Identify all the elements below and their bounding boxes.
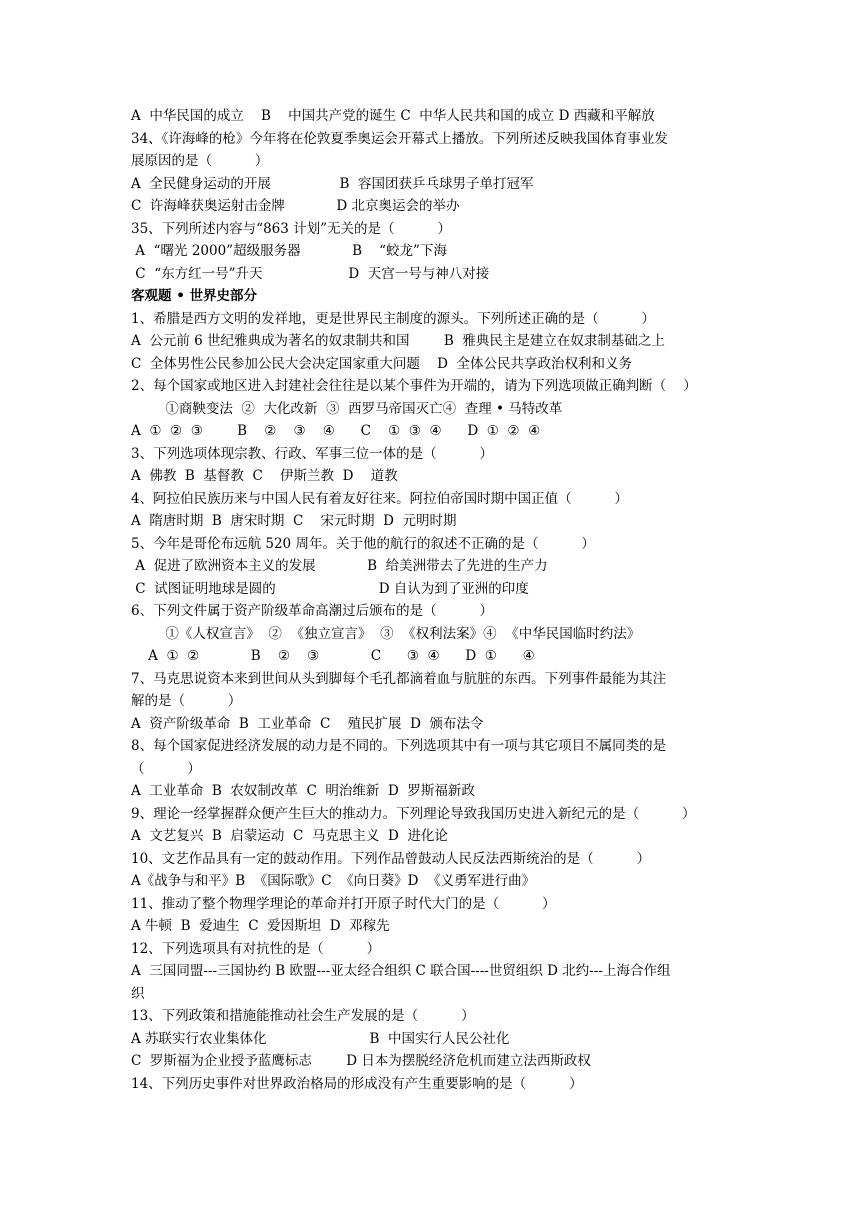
text-line: A 文艺复兴 B 启蒙运动 C 马克思主义 D 进化论 — [131, 828, 448, 844]
text-line: C “东方红一号”升天 D 天宫一号与神八对接 — [131, 265, 490, 282]
text-line: 8、每个国家促进经济发展的动力是不同的。下列选项其中有一项与其它项目不属同类的是 — [131, 738, 667, 754]
text-line: 3、下列选项体现宗教、行政、军事三位一体的是（ ） — [131, 445, 494, 462]
text-line: 14、下列历史事件对世界政治格局的形成没有产生重要影响的是（ ） — [131, 1075, 583, 1092]
exam-page — [131, 105, 731, 1095]
text-line: C 许海峰获奥运射击金牌 D 北京奥运会的举办 — [131, 198, 460, 214]
text-line: A 促进了欧洲资本主义的发展 B 给美洲带去了先进的生产力 — [131, 558, 548, 574]
text-line: 5、今年是哥伦布远航 520 周年。关于他的航行的叙述不正确的是（ ） — [131, 535, 595, 552]
text-line: C 试图证明地球是圆的 D 自认为到了亚洲的印度 — [131, 580, 529, 597]
text-line: A 牛顿 B 爱迪生 C 爱因斯坦 D 邓稼先 — [131, 918, 390, 934]
text-line: A 隋唐时期 B 唐宋时期 C 宋元时期 D 元明时期 — [131, 513, 457, 529]
text-line: 12、下列选项具有对抗性的是（ ） — [131, 940, 381, 957]
text-line: （ ） — [131, 760, 201, 777]
text-line: 1、希腊是西方文明的发祥地，更是世界民主制度的源头。下列所述正确的是（ ） — [131, 310, 656, 327]
text-line: 9、理论一经掌握群众便产生巨大的推动力。下列理论导致我国历史进入新纪元的是（ ） — [131, 805, 696, 822]
text-line: C 罗斯福为企业授予蓝鹰标志 D 日本为摆脱经济危机而建立法西斯政权 — [131, 1053, 591, 1069]
text-line: 10、文艺作品具有一定的鼓动作用。下列作品曾鼓动人民反法西斯统治的是（ ） — [131, 850, 651, 867]
text-line: 11、推动了整个物理学理论的革命并打开原子时代大门的是（ ） — [131, 895, 556, 912]
text-line: C 全体男性公民参加公民大会决定国家重大问题 D 全体公民共享政治权利和义务 — [131, 355, 632, 372]
section-heading: 客观题 • 世界史部分 — [131, 288, 258, 304]
text-line: 2、每个国家或地区进入封建社会往往是以某个事件为开端的，请为下列选项做正确判断（ ） — [131, 378, 697, 394]
text-line: ①《人权宣言》 ② 《独立宣言》 ③ 《权利法案》④ 《中华民国临时约法》 — [131, 625, 641, 642]
text-line: 织 — [131, 985, 145, 1002]
text-line: 4、阿拉伯民族历来与中国人民有着友好往来。阿拉伯帝国时期中国正值（ ） — [131, 490, 629, 507]
text-line: A《战争与和平》B 《国际歌》C 《向日葵》D 《义勇军进行曲》 — [131, 873, 536, 889]
text-line: A ① ② B ② ③ C ③ ④ D ① ④ — [131, 648, 535, 664]
text-line: A 公元前 6 世纪雅典成为著名的奴隶制共和国 B 雅典民主是建立在奴隶制基础之上 — [131, 333, 665, 349]
text-line: A 佛教 B 基督教 C 伊斯兰教 D 道教 — [131, 468, 398, 484]
text-line: A 资产阶级革命 B 工业革命 C 殖民扩展 D 颁布法令 — [131, 715, 484, 732]
text-line: 解的是（ ） — [131, 693, 242, 709]
text-line: 13、下列政策和措施能推动社会生产发展的是（ ） — [131, 1008, 475, 1024]
text-line: A 全民健身运动的开展 B 容国团获乒乓球男子单打冠军 — [131, 175, 534, 192]
text-line: A ① ② ③ B ② ③ ④ C ① ③ ④ D ① ② ④ — [131, 423, 541, 439]
text-line: 35、下列所述内容与“863 计划”无关的是（ ） — [131, 220, 451, 237]
text-line: A 工业革命 B 农奴制改革 C 明治维新 D 罗斯福新政 — [131, 783, 475, 799]
text-line: A “曙光 2000”超级服务器 B “蛟龙”下海 — [131, 243, 447, 259]
text-line: 7、马克思说资本来到世间从头到脚每个毛孔都滴着血与肮脏的东西。下列事件最能为其注 — [131, 670, 667, 687]
text-line: A 苏联实行农业集体化 B 中国实行人民公社化 — [131, 1030, 510, 1047]
text-line: 6、下列文件属于资产阶级革命高潮过后颁布的是（ ） — [131, 603, 494, 619]
text-line: 34、《许海峰的枪》今年将在伦敦夏季奥运会开幕式上播放。下列所述反映我国体育事业发 — [131, 130, 668, 147]
text-line: A 三国同盟---三国协约 B 欧盟---亚太经合组织 C 联合国----世贸组织 D 北约---上海合作组 — [131, 963, 671, 979]
text-line: 展原因的是（ ） — [131, 153, 269, 169]
text-line: ①商鞅变法 ② 大化改新 ③ 西罗马帝国灭亡④ 查理 • 马特改革 — [131, 400, 563, 417]
text-line: A 中华民国的成立 B 中国共产党的诞生 C 中华人民共和国的成立 D 西藏和平解放 — [131, 108, 655, 124]
